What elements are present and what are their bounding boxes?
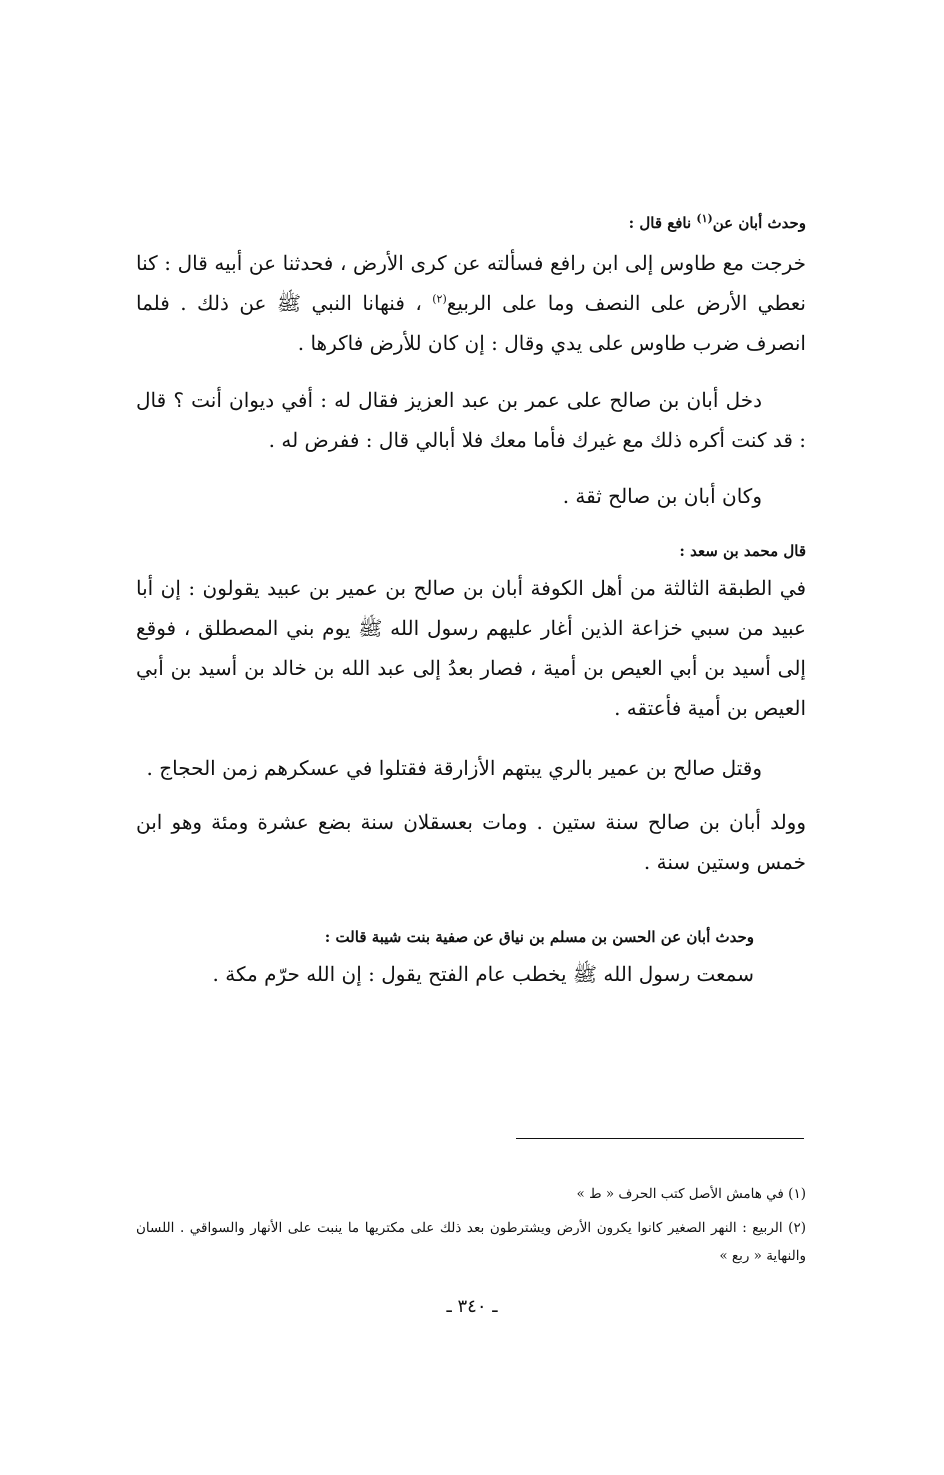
section3-heading: وحدث أبان عن الحسن بن مسلم بن نياق عن صفية بنت شيبة قالت :: [324, 928, 754, 946]
section1-paragraph-3: وكان أبان بن صالح ثقة .: [562, 484, 762, 508]
section1-paragraph-2: دخل أبان بن صالح على عمر بن عبد العزيز فقال له : أفي ديوان أنت ؟ قال : قد كنت أكره ذلك مع غيرك فأما معك فلا أبالي قال : ففرض له .: [136, 388, 806, 452]
heading-text: نافع قال :: [628, 214, 697, 232]
section2-paragraph-3: وولد أبان بن صالح سنة ستين . ومات بعسقلان سنة بضع عشرة ومئة وهو ابن خمس وستين سنة .: [136, 810, 806, 874]
section1-paragraph-1: [136, 243, 806, 363]
section2-paragraph-1: في الطبقة الثالثة من أهل الكوفة أبان بن صالح بن عمير بن عبيد يقولون : إن أبا عبيد من سبي خزاعة الذين أغار عليهم رسول الله ﷺ يوم بني المصطلق ، فوقع إلى أسيد بن أبي العيص بن أمية ، فصار بعدُ إلى عبد الله بن خالد بن أسيد بن أبي العيص بن أمية فأعتقه .: [136, 576, 806, 720]
paragraph-text: خرجت مع طاوس إلى ابن رافع فسألته عن كرى الأرض ، فحدثنا عن أبيه قال : كنا نعطي الأرض على النصف وما على الربيع: [136, 251, 806, 315]
section1-heading: [136, 212, 806, 234]
footnote-ref-1: (١): [696, 212, 713, 225]
paragraph-text: ، فنهانا النبي ﷺ عن ذلك . فلما انصرف ضرب طاوس على يدي وقال : إن كان للأرض فاكرها .: [136, 291, 806, 355]
section3-paragraph-1: سمعت رسول الله ﷺ يخطب عام الفتح يقول : إن الله حرّم مكة .: [212, 962, 754, 986]
heading-text: وحدث أبان عن: [712, 214, 806, 232]
section2-paragraph-2: وقتل صالح بن عمير بالري يبتهم الأزارقة فقتلوا في عسكرهم زمن الحجاج .: [146, 756, 762, 780]
section2-heading: قال محمد بن سعد :: [679, 542, 806, 560]
footnote-2: (٢) الربيع : النهر الصغير كانوا يكرون الأرض ويشترطون بعد ذلك على مكتريها ما ينبت على الأنهار والسواقي . اللسان والنهاية « ربع »: [136, 1220, 806, 1264]
footnote-1: (١) في هامش الأصل كتب الحرف « ط »: [576, 1186, 806, 1202]
footnote-ref-2: (٢): [432, 292, 447, 306]
page-number: ـ ٣٤٠ ـ: [446, 1296, 498, 1317]
footnote-divider: [516, 1138, 804, 1139]
